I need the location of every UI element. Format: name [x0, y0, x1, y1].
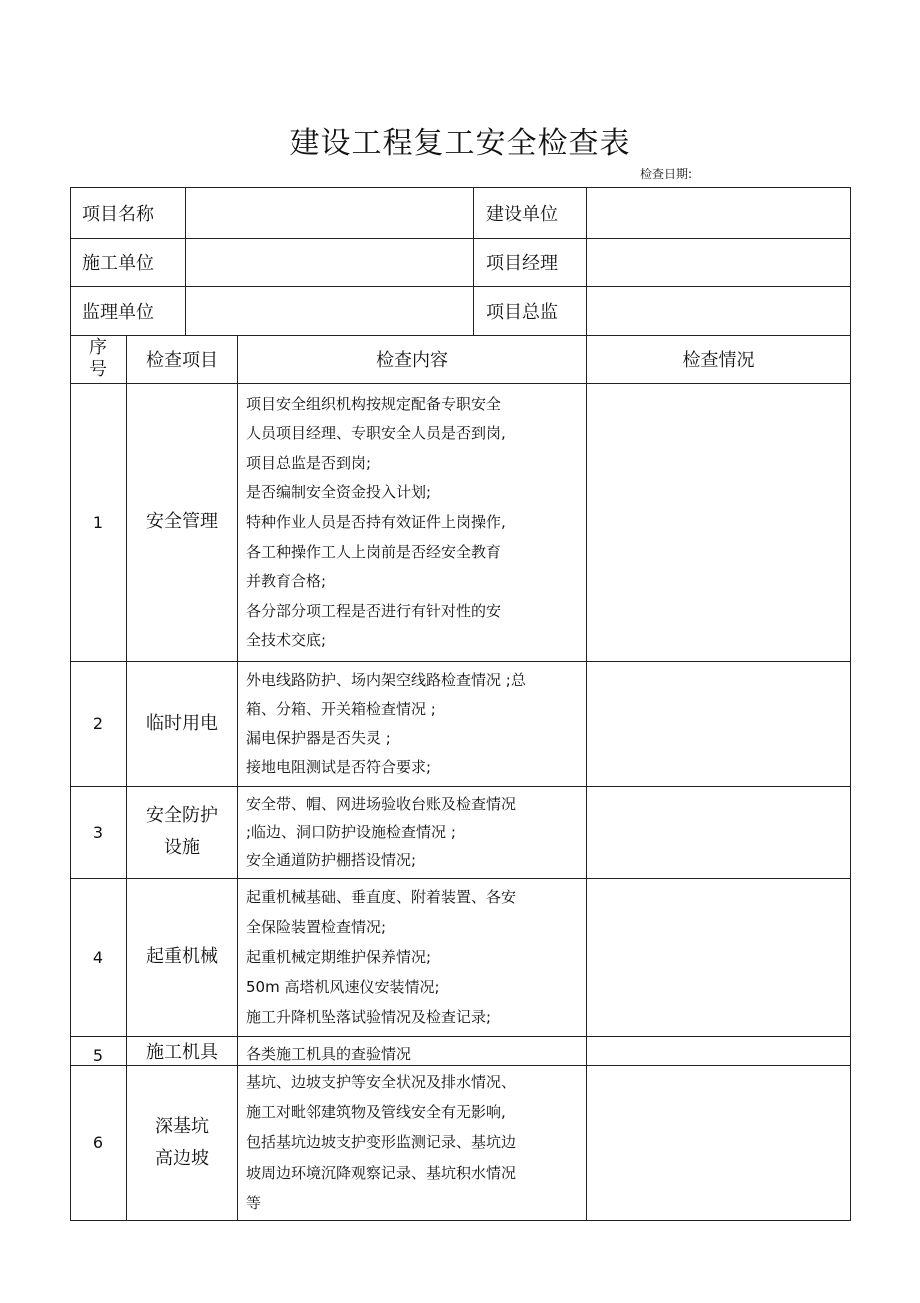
- row-1-item: [127, 383, 237, 661]
- supervisor-label: 监理单位: [82, 301, 154, 323]
- header-seq-char-2: 号: [89, 359, 107, 380]
- row-2-content: [238, 661, 586, 786]
- header-seq-char-1: 序: [89, 337, 107, 358]
- chief-supervisor-label: 项目总监: [486, 301, 558, 323]
- header-content: 检查内容: [376, 350, 448, 371]
- supervisor-field[interactable]: [186, 286, 473, 335]
- row-1-line: 各工种操作工人上岗前是否经安全教育: [246, 542, 502, 561]
- row-5-line: 各类施工机具的查验情况: [246, 1045, 412, 1063]
- row-3-line: 安全带、帽、网进场验收台账及检查情况: [246, 795, 517, 813]
- project-manager-field[interactable]: [587, 238, 850, 286]
- row-3-content: [238, 786, 586, 878]
- row-2-result-field[interactable]: [587, 661, 850, 786]
- row-1-line: 特种作业人员是否持有效证件上岗操作,: [246, 512, 506, 531]
- row-2-item-text: 临时用电: [146, 712, 218, 734]
- row-3-line: ;临边、洞口防护设施检查情况 ;: [246, 823, 456, 841]
- row-2-line: 外电线路防护、场内架空线路检查情况 ;总: [246, 670, 526, 689]
- row-4-result-field[interactable]: [587, 878, 850, 1036]
- row-6-line: 坡周边环境沉降观察记录、基坑积水情况: [246, 1163, 517, 1182]
- header-item: 检查项目: [146, 350, 218, 371]
- row-5-result-field[interactable]: [587, 1036, 850, 1065]
- row-2-line: 箱、分箱、开关箱检查情况 ;: [246, 699, 436, 718]
- row-4-line: 全保险装置检查情况;: [246, 918, 387, 936]
- row-1-item-text: 安全管理: [146, 511, 218, 532]
- row-5-item-text: 施工机具: [146, 1042, 218, 1063]
- row-6-line: 等: [246, 1193, 262, 1212]
- row-3-line: 安全通道防护棚搭设情况;: [246, 851, 417, 869]
- row-4-line: 起重机械定期维护保养情况;: [246, 948, 432, 966]
- row-4-item-text: 起重机械: [146, 946, 218, 967]
- chief-supervisor-field[interactable]: [587, 286, 850, 335]
- header-seq: [70, 335, 126, 383]
- row-3-item: [127, 786, 237, 878]
- row-1-result-field[interactable]: [587, 383, 850, 661]
- page-title: 建设工程复工安全检查表: [289, 126, 631, 161]
- row-6-result-field[interactable]: [587, 1065, 850, 1220]
- row-5-content: [238, 1036, 586, 1065]
- row-2-line: 接地电阻测试是否符合要求;: [246, 758, 432, 777]
- row-4-line: 50m 高塔机风速仪安装情况;: [246, 978, 440, 996]
- row-1-line: 是否编制安全资金投入计划;: [246, 483, 432, 502]
- row-6-number: 6: [92, 1133, 104, 1152]
- row-1-line: 项目总监是否到岗;: [246, 453, 372, 472]
- row-1-line: 并教育合格;: [246, 572, 327, 591]
- row-5-item: [127, 1036, 237, 1065]
- project-name-field[interactable]: [186, 187, 473, 238]
- row-3-item-line: 设施: [164, 837, 200, 858]
- row-4-number: 4: [92, 947, 104, 967]
- row-2-number: 2: [92, 714, 104, 733]
- inspection-date-label: 检查日期:: [640, 167, 693, 181]
- row-1-line: 项目安全组织机构按规定配备专职安全: [246, 394, 502, 413]
- project-name-label: 项目名称: [82, 203, 154, 225]
- row-1-number: 1: [92, 512, 104, 532]
- builder-field[interactable]: [587, 187, 850, 238]
- row-5-number: 5: [92, 1046, 104, 1065]
- row-3-result-field[interactable]: [587, 786, 850, 878]
- row-6-line: 包括基坑边坡支护变形监测记录、基坑边: [246, 1133, 517, 1152]
- contractor-field[interactable]: [186, 238, 473, 286]
- row-2-item: [127, 661, 237, 786]
- row-2-line: 漏电保护器是否失灵 ;: [246, 729, 391, 748]
- row-6-item: [127, 1065, 237, 1220]
- inspection-table: [70, 187, 851, 1221]
- row-3-item-line: 安全防护: [146, 805, 218, 826]
- row-6-line: 基坑、边坡支护等安全状况及排水情况、: [246, 1073, 517, 1092]
- row-4-line: 起重机械基础、垂直度、附着装置、各安: [246, 888, 517, 906]
- row-1-line: 人员项目经理、专职安全人员是否到岗,: [246, 424, 506, 443]
- row-1-line: 全技术交底;: [246, 631, 327, 650]
- row-6-line: 施工对毗邻建筑物及管线安全有无影响,: [246, 1103, 506, 1122]
- row-1-line: 各分部分项工程是否进行有针对性的安: [246, 601, 502, 620]
- row-4-line: 施工升降机坠落试验情况及检查记录;: [246, 1008, 492, 1026]
- row-4-item: [127, 878, 237, 1036]
- header-result: 检查情况: [682, 350, 755, 371]
- row-3-number: 3: [92, 822, 104, 842]
- row-6-content: [238, 1065, 586, 1220]
- row-6-item-line: 高边坡: [155, 1147, 209, 1169]
- row-1-content: [238, 383, 586, 661]
- builder-label: 建设单位: [486, 203, 558, 225]
- row-6-item-line: 深基坑: [155, 1115, 209, 1137]
- row-4-content: [238, 878, 586, 1036]
- project-manager-label: 项目经理: [486, 253, 558, 274]
- contractor-label: 施工单位: [82, 253, 154, 274]
